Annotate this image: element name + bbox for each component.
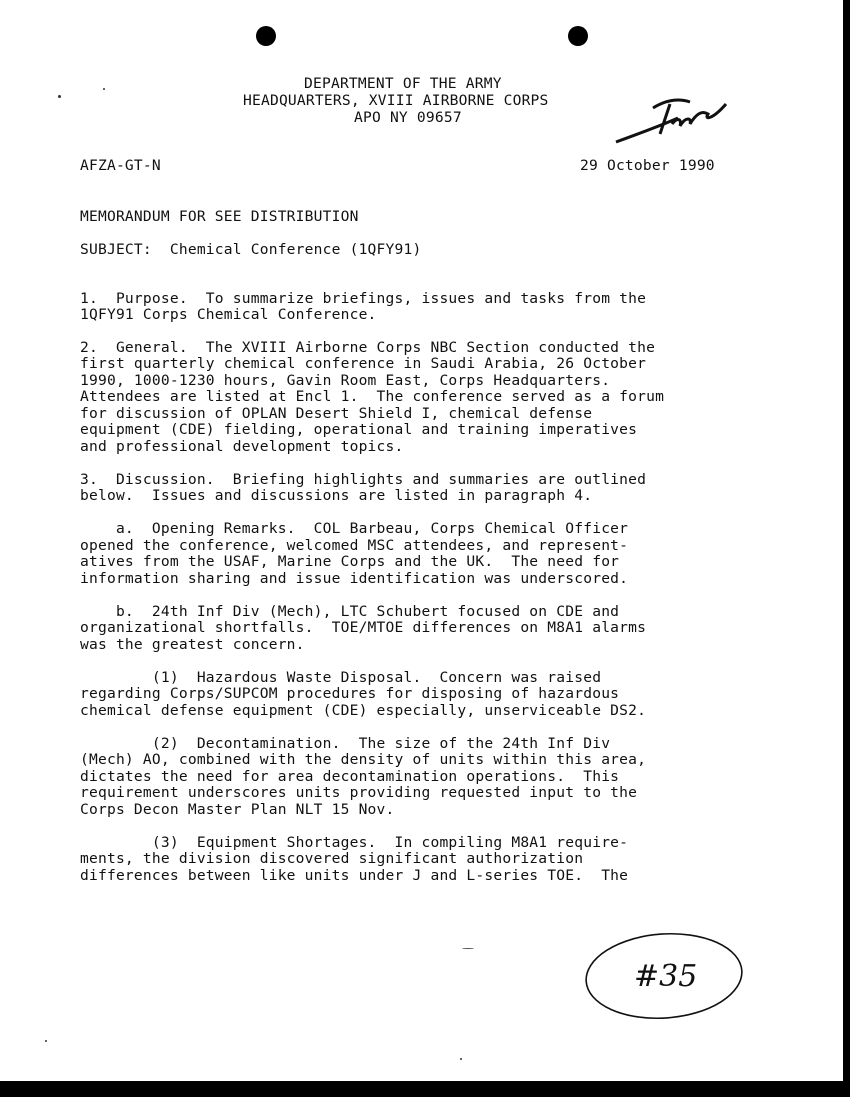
subject-line: SUBJECT: Chemical Conference (1QFY91) xyxy=(80,241,422,258)
text-line: differences between like units under J and L-series TOE. The xyxy=(80,867,629,884)
letterhead-line-1: DEPARTMENT OF THE ARMY xyxy=(304,75,502,92)
text-line: regarding Corps/SUPCOM procedures for disposing of hazardous xyxy=(80,685,620,702)
text-line: chemical defense equipment (CDE) especially, unserviceable DS2. xyxy=(80,702,647,719)
handwritten-number-text: #35 xyxy=(634,959,698,994)
letterhead-line-3: APO NY 09657 xyxy=(354,109,462,126)
text-line: Corps Decon Master Plan NLT 15 Nov. xyxy=(80,801,395,818)
text-line: equipment (CDE) fielding, operational and training imperatives xyxy=(80,421,638,438)
text-line: opened the conference, welcomed MSC attendees, and represent- xyxy=(80,537,629,554)
memorandum-for: MEMORANDUM FOR SEE DISTRIBUTION xyxy=(80,208,359,225)
punch-hole-left xyxy=(256,26,276,46)
scan-speck xyxy=(462,948,474,949)
punch-hole-right xyxy=(568,26,588,46)
text-line: requirement underscores units providing requested input to the xyxy=(80,784,638,801)
office-symbol: AFZA-GT-N xyxy=(80,157,161,174)
text-line: (2) Decontamination. The size of the 24th Inf Div xyxy=(80,735,611,752)
text-line: dictates the need for area decontamination operations. This xyxy=(80,768,620,785)
text-line: for discussion of OPLAN Desert Shield I, chemical defense xyxy=(80,405,593,422)
text-line: ments, the division discovered significant authorization xyxy=(80,850,584,867)
handwritten-document-number xyxy=(582,928,747,1023)
text-line: and professional development topics. xyxy=(80,438,404,455)
memo-date: 29 October 1990 xyxy=(580,157,715,174)
text-line: (3) Equipment Shortages. In compiling M8A1 require- xyxy=(80,834,629,851)
letterhead-line-2: HEADQUARTERS, XVIII AIRBORNE CORPS xyxy=(243,92,549,109)
text-line: (Mech) AO, combined with the density of units within this area, xyxy=(80,751,647,768)
text-line: 2. General. The XVIII Airborne Corps NBC Section conducted the xyxy=(80,339,656,356)
text-line: b. 24th Inf Div (Mech), LTC Schubert focused on CDE and xyxy=(80,603,620,620)
text-line: organizational shortfalls. TOE/MTOE differences on M8A1 alarms xyxy=(80,619,647,636)
text-line: first quarterly chemical conference in Saudi Arabia, 26 October xyxy=(80,355,647,372)
text-line: below. Issues and discussions are listed in paragraph 4. xyxy=(80,487,593,504)
text-line: 1QFY91 Corps Chemical Conference. xyxy=(80,306,377,323)
handwritten-initials-signature xyxy=(608,90,738,150)
scan-speck xyxy=(45,1040,47,1042)
text-line: was the greatest concern. xyxy=(80,636,305,653)
text-line: information sharing and issue identification was underscored. xyxy=(80,570,629,587)
text-line: 3. Discussion. Briefing highlights and summaries are outlined xyxy=(80,471,647,488)
text-line: (1) Hazardous Waste Disposal. Concern was raised xyxy=(80,669,602,686)
text-line: 1. Purpose. To summarize briefings, issues and tasks from the xyxy=(80,290,647,307)
text-line: a. Opening Remarks. COL Barbeau, Corps Chemical Officer xyxy=(80,520,629,537)
text-line: 1990, 1000-1230 hours, Gavin Room East, Corps Headquarters. xyxy=(80,372,611,389)
scan-speck xyxy=(58,95,61,98)
scan-edge-right xyxy=(843,0,850,1097)
text-line: Attendees are listed at Encl 1. The conference served as a forum xyxy=(80,388,665,405)
scan-speck xyxy=(103,88,105,90)
text-line: atives from the USAF, Marine Corps and the UK. The need for xyxy=(80,553,620,570)
scan-speck xyxy=(460,1058,462,1060)
scan-edge-bottom xyxy=(0,1081,850,1097)
